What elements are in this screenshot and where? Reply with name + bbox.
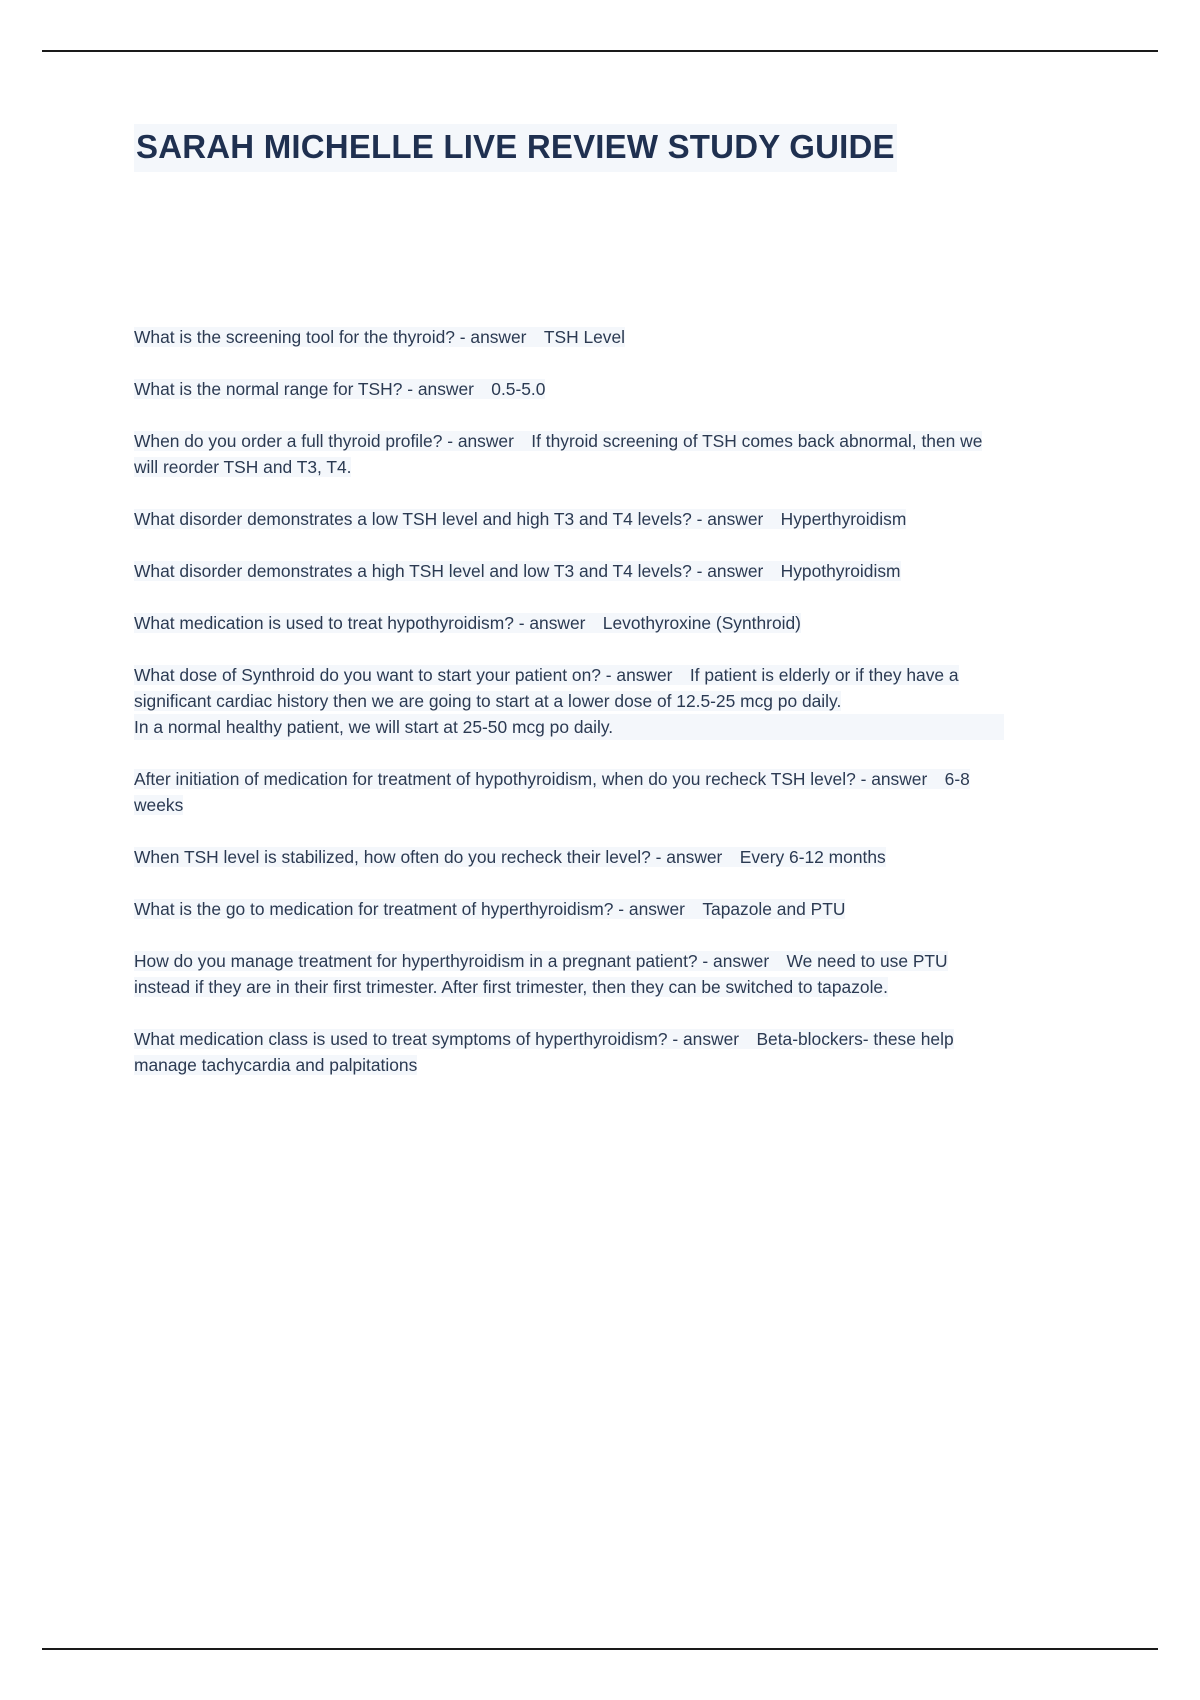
qa-answer: If thyroid screening of TSH comes back abnormal, then we will reorder TSH and T3, T4. [134, 431, 983, 477]
qa-answer: If patient is elderly or if they have a significant cardiac history then we are going to start at a lower dose of 12.5-25 mcg po daily. [134, 665, 959, 711]
page-title: SARAH MICHELLE LIVE REVIEW STUDY GUIDE [134, 124, 897, 172]
qa-question: When do you order a full thyroid profile? [134, 431, 443, 451]
qa-answer: Hyperthyroidism [780, 509, 907, 529]
qa-separator: - answer [667, 1029, 757, 1049]
qa-separator: - answer [613, 899, 703, 919]
qa-item [134, 766, 1004, 818]
qa-item [134, 1026, 1004, 1078]
qa-answer: Hypothyroidism [780, 561, 901, 581]
qa-question: What medication class is used to treat symptoms of hyperthyroidism? [134, 1029, 668, 1049]
document-content [134, 124, 1014, 1104]
header-divider [42, 50, 1158, 52]
qa-item [134, 610, 1004, 636]
qa-question: What disorder demonstrates a high TSH level and low T3 and T4 levels? [134, 561, 692, 581]
qa-answer: 0.5-5.0 [491, 379, 546, 399]
qa-answer-extra: In a normal healthy patient, we will start at 25-50 mcg po daily. [134, 714, 1004, 740]
footer-divider [42, 1648, 1158, 1650]
qa-question: What medication is used to treat hypothyroidism? [134, 613, 514, 633]
qa-answer: Levothyroxine (Synthroid) [602, 613, 801, 633]
qa-answer: Tapazole and PTU [702, 899, 846, 919]
qa-separator: - answer [454, 327, 544, 347]
qa-separator: - answer [697, 951, 787, 971]
qa-item [134, 376, 1004, 402]
qa-question: When TSH level is stabilized, how often do you recheck their level? [134, 847, 651, 867]
qa-question: After initiation of medication for treatment of hypothyroidism, when do you recheck TSH level? [134, 769, 856, 789]
qa-separator: - answer [442, 431, 532, 451]
qa-item [134, 896, 1004, 922]
qa-separator: - answer [691, 509, 781, 529]
qa-separator: - answer [600, 665, 690, 685]
qa-separator: - answer [855, 769, 945, 789]
qa-separator: - answer [513, 613, 603, 633]
qa-question: What disorder demonstrates a low TSH level and high T3 and T4 levels? [134, 509, 692, 529]
qa-item [134, 428, 1004, 480]
qa-question: What is the screening tool for the thyroid? [134, 327, 455, 347]
qa-question: What dose of Synthroid do you want to start your patient on? [134, 665, 601, 685]
qa-answer: 6-8 weeks [134, 769, 970, 815]
qa-question: What is the go to medication for treatment of hyperthyroidism? [134, 899, 614, 919]
qa-item [134, 662, 1004, 740]
qa-question: What is the normal range for TSH? [134, 379, 403, 399]
qa-answer: Every 6-12 months [739, 847, 886, 867]
qa-separator: - answer [650, 847, 740, 867]
qa-item [134, 948, 1004, 1000]
qa-item [134, 558, 1004, 584]
qa-item [134, 844, 1004, 870]
qa-item [134, 324, 1004, 350]
qa-answer: Beta-blockers- these help manage tachycardia and palpitations [134, 1029, 954, 1075]
qa-question: How do you manage treatment for hyperthyroidism in a pregnant patient? [134, 951, 698, 971]
qa-answer: TSH Level [543, 327, 626, 347]
qa-separator: - answer [691, 561, 781, 581]
qa-list [134, 324, 1014, 1078]
qa-item [134, 506, 1004, 532]
qa-answer: We need to use PTU instead if they are in their first trimester. After first trimester, then they can be switched to tapazole. [134, 951, 948, 997]
qa-separator: - answer [402, 379, 492, 399]
